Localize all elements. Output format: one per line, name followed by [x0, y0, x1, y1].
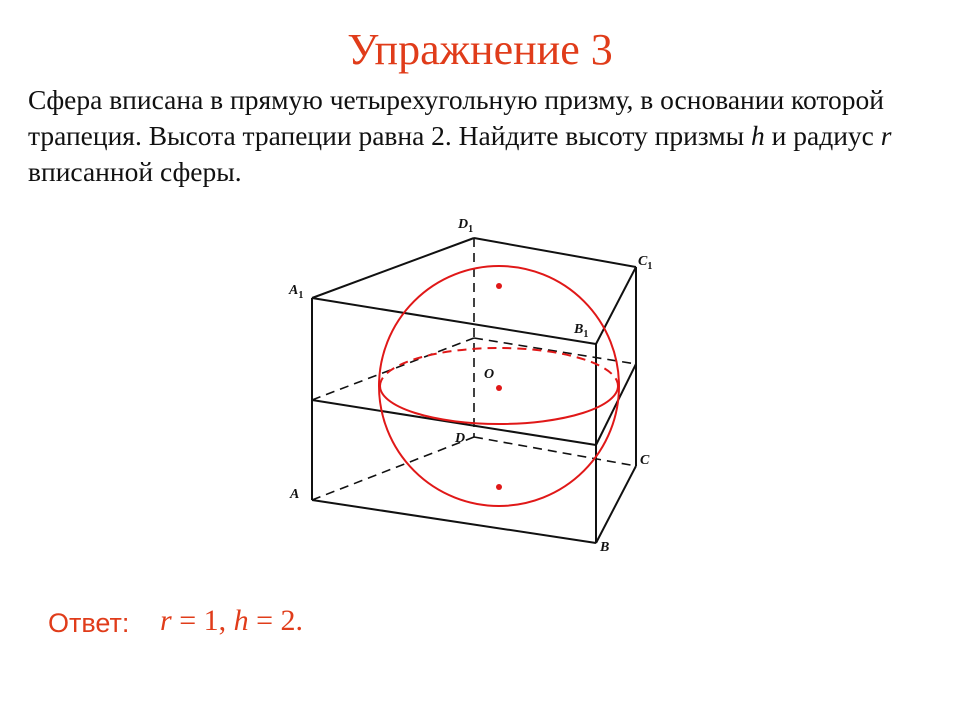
label-d: D	[455, 431, 466, 446]
edge-a1-b1	[312, 298, 596, 344]
point-center	[496, 385, 502, 391]
label-a: A	[290, 487, 300, 502]
edge-b-c	[596, 466, 636, 543]
label-d1: $D_1$	[458, 217, 474, 235]
equator-front	[380, 386, 618, 424]
answer-r-eq: = 1,	[171, 604, 234, 637]
edge-b1-c1	[596, 267, 636, 344]
point-top	[496, 283, 502, 289]
problem-text-2: и радиус	[764, 120, 881, 151]
answer-h-eq: = 2.	[248, 604, 304, 637]
answer-value	[160, 604, 303, 638]
label-b1: $B_1$	[574, 322, 589, 340]
edge-d1-c1	[474, 238, 636, 267]
sphere-points	[496, 283, 502, 490]
edge-a1-d1	[312, 238, 474, 298]
mid-back-hidden	[474, 338, 636, 364]
label-c1: $C_1$	[638, 254, 653, 272]
var-h: h	[751, 120, 765, 151]
mid-front	[312, 400, 596, 445]
slide-title: Упражнение 3	[347, 25, 613, 74]
answer-r-var: r	[160, 604, 172, 637]
var-r: r	[880, 120, 892, 151]
label-b: B	[600, 540, 610, 555]
label-c: C	[640, 453, 650, 468]
equator-back	[380, 348, 618, 386]
problem-text-3: вписанной сферы.	[28, 156, 242, 187]
answer-label: Ответ:	[48, 608, 130, 638]
edge-d-c	[474, 437, 636, 466]
answer-h-var: h	[233, 604, 249, 637]
point-bottom	[496, 484, 502, 490]
edge-a-d	[312, 437, 474, 500]
label-o: O	[484, 367, 495, 382]
edge-a-b	[312, 500, 596, 543]
hidden-edges	[312, 238, 636, 500]
problem-text-1: Сфера вписана в прямую четырехугольную призму, в основании которой трапеция. Высота трапеции равна 2. Найдите высоту призмы	[28, 84, 885, 151]
label-a1: $A_1$	[289, 283, 304, 301]
